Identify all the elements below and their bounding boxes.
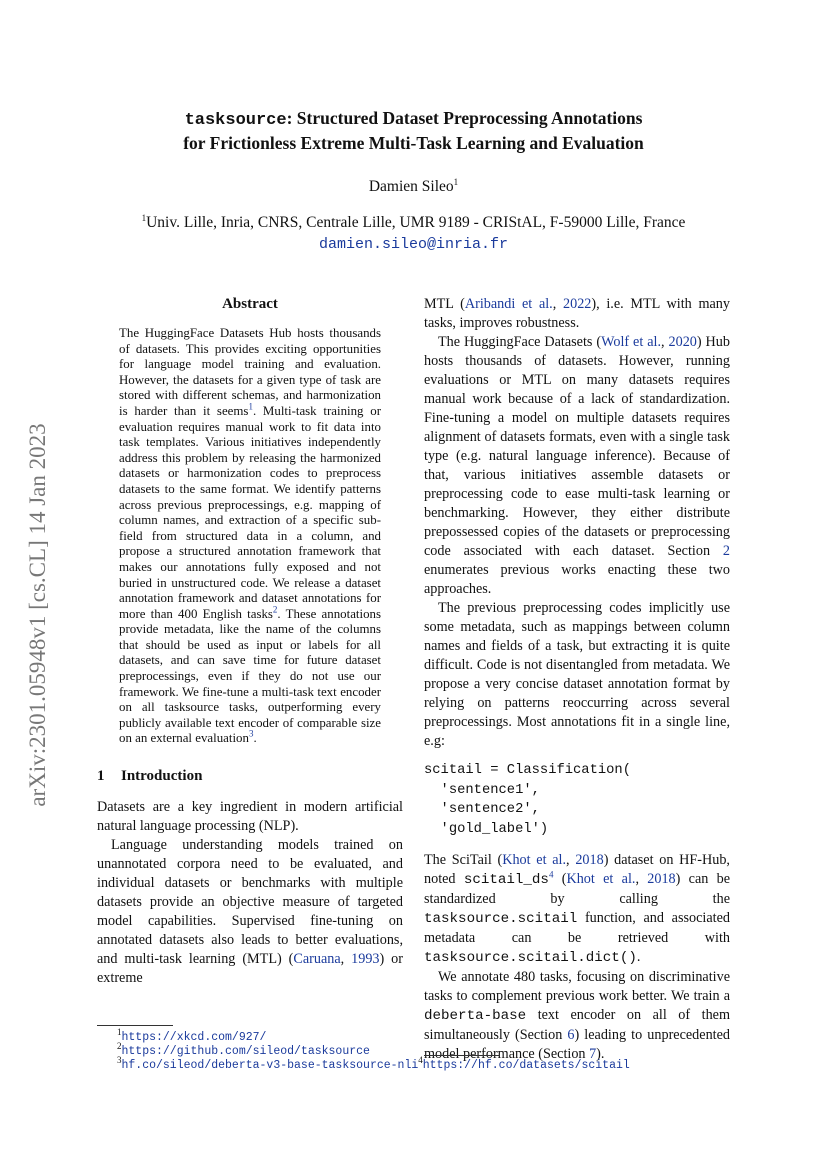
arxiv-id: arXiv:2301.05948v1 [cs.CL] 14 Jan 2023 <box>25 423 50 807</box>
r-p1-c: ) Hub hosts thousands of datasets. However, running evaluations or MTL on many datasets requires manual work because of a lack of standardization. Fine-tuning a model on multiple datasets requires alignment of datasets formats, even with a single task type (e.g. natural language inference). Because of that, various initiatives assemble datasets or preprocessing code to ease multi-task learning or benchmarking. However, they either distribute prepossessed copies of the datasets or preprocessing code associated with each dataset. Section <box>424 334 730 559</box>
intro-p2-sep: , <box>340 951 352 968</box>
abstract-body <box>119 326 381 747</box>
code-scitail-ds: scitail_ds <box>463 872 549 888</box>
code-deberta-base: deberta-base <box>424 1008 527 1024</box>
code-line: scitail = Classification( <box>424 763 631 778</box>
r-p0-a: MTL ( <box>424 296 465 312</box>
r-p3-a: The SciTail ( <box>424 852 503 868</box>
r-p4-c: ) leading to unprecedented model performance (Section <box>424 1027 730 1062</box>
r-p3-c: ) dataset on HF-Hub, noted <box>424 852 730 887</box>
r-p1-a: The HuggingFace Datasets ( <box>438 334 602 350</box>
footnote-ref-3[interactable]: 3 <box>248 729 254 740</box>
title-tasksource: tasksource <box>184 111 287 130</box>
footnote-2 <box>117 1041 370 1058</box>
abstract-text-3: . These annotations provide metadata, like the name of the columns that should be used as input or labels for all datasets, and can save time for future dataset preprocessings, even if they do not use our framework. We fine-tune a multi-task text encoder on all tasksource tasks, outperforming every publicly available text encoder of comparable size on an external evaluation <box>119 606 381 746</box>
code-line: 'gold_label') <box>424 821 549 837</box>
footnote-1-link[interactable]: https://xkcd.com/927/ <box>121 1031 267 1044</box>
right-paragraph-3 <box>424 851 730 968</box>
abstract-heading: Abstract <box>222 296 278 312</box>
citation-wolf[interactable]: Wolf et al. <box>601 334 662 350</box>
footnote-ref-1[interactable]: 1 <box>248 401 253 412</box>
citation-year-2018-2[interactable]: 2018 <box>647 871 676 887</box>
r-p4-b: text encoder on all of them simultaneously (Section <box>424 1007 730 1043</box>
author <box>0 178 827 196</box>
code-tasksource-dict: tasksource.scitail.dict() <box>424 950 637 966</box>
intro-paragraph-2 <box>97 836 403 988</box>
footnote-rule <box>97 1025 173 1026</box>
citation-year-2020[interactable]: 2020 <box>668 334 697 350</box>
r-p3-b: , <box>566 852 576 868</box>
citation-year-2022[interactable]: 2022 <box>563 296 592 312</box>
abstract-text-4: . <box>253 731 257 746</box>
citation-khot-2[interactable]: Khot et al. <box>566 871 636 887</box>
footnote-rule-right <box>424 1055 500 1056</box>
footnote-ref-2[interactable]: 2 <box>272 604 278 615</box>
affil-text: Univ. Lille, Inria, CNRS, Centrale Lille, UMR 9189 - CRIStAL, F-59000 Lille, France <box>146 214 686 231</box>
citation-year-1993[interactable]: 1993 <box>351 951 380 968</box>
r-p0-c: ), i.e. MTL with many tasks, improves robustness. <box>424 296 730 331</box>
section-ref-6[interactable]: 6 <box>567 1027 575 1043</box>
abstract-text-2: . Multi-task training or evaluation requires manual work to fit data into task templates. Various initiatives independently address this problem by releasing the harmonized datasets or harmonization codes to preprocess datasets to the same format. We identify patterns across previous preprocessings, e.g. mapping of column names, and extraction of a specific sub-field from structured data in a column, and propose a structured annotation framework that makes our annotations fully exposed and not buried in unstructured code. We release a dataset annotation framework and dataset annotations for more than 400 English tasks <box>119 403 381 621</box>
section-ref-2[interactable]: 2 <box>722 543 730 559</box>
r-p1-d: enumerates previous works enacting these two approaches. <box>424 562 730 597</box>
fn-num: 2 <box>117 1041 122 1052</box>
section-title: Introduction <box>121 768 203 785</box>
r-p3-f: ) can be standardized by calling the <box>424 871 731 907</box>
fn-num: 3 <box>117 1055 122 1066</box>
author-name: Damien Sileo <box>368 178 454 195</box>
title-line2: for Frictionless Extreme Multi-Task Learning and Evaluation <box>183 133 644 153</box>
right-column <box>424 295 730 1064</box>
r-p4-a: We annotate 480 tasks, focusing on discriminative tasks to complement previous work better. We train a <box>424 969 730 1004</box>
left-column <box>97 295 403 988</box>
citation-caruana[interactable]: Caruana <box>293 951 341 968</box>
affiliation <box>0 212 827 255</box>
section-ref-7[interactable]: 7 <box>589 1046 597 1062</box>
right-paragraph-1 <box>424 333 730 599</box>
code-line: 'sentence1', <box>424 782 540 798</box>
citation-year-2018-1[interactable]: 2018 <box>575 852 604 868</box>
title-line1: : Structured Dataset Preprocessing Annotations <box>286 108 643 128</box>
affil-sup: 1 <box>141 212 147 223</box>
fn-num: 4 <box>418 1055 423 1066</box>
paper-title <box>0 107 827 154</box>
abstract-text-1: The HuggingFace Datasets Hub hosts thousands of datasets. This provides exciting opportunities for language model training and evaluation. However, the datasets for a given type of task are stored with different schemas, and harmonization is harder than it seems <box>119 326 381 418</box>
right-paragraph-2: The previous preprocessing codes implicitly use some metadata, such as mappings between column names and fields of a task, but extracting it is quite difficult. Code is not disentangled from metadata. We propose a very concise dataset annotation format by relying on patterns reoccurring across several preprocessings. Most annotations fit in a single line, e.g: <box>424 600 730 749</box>
footnote-3-link[interactable]: hf.co/sileod/deberta-v3-base-tasksource-nli <box>121 1059 419 1072</box>
author-email-link[interactable]: damien.sileo@inria.fr <box>318 236 509 253</box>
author-sup: 1 <box>453 176 459 187</box>
r-p4-d: ). <box>596 1046 605 1062</box>
footnote-1 <box>117 1027 267 1044</box>
intro-paragraph-1: Datasets are a key ingredient in modern artificial natural language processing (NLP). <box>97 799 403 835</box>
intro-p2-text: Language understanding models trained on unannotated corpora need to be evaluated, and individual datasets or benchmarks with multiple datasets provide an objective measure of targeted model capabilities. Supervised fine-tuning on annotated datasets also leads to better evaluations, and multi-task learning (MTL) ( <box>97 837 403 968</box>
footnote-2-link[interactable]: https://github.com/sileod/tasksource <box>121 1045 370 1058</box>
fn-num: 1 <box>117 1027 122 1038</box>
footnote-4-link[interactable]: https://hf.co/datasets/scitail <box>422 1059 630 1072</box>
footnote-3-4 <box>117 1055 630 1072</box>
r-p3-d: ( <box>553 871 567 887</box>
right-paragraph-0 <box>424 295 730 333</box>
code-tasksource-scitail: tasksource.scitail <box>424 911 578 927</box>
r-p3-h: . <box>636 949 641 965</box>
r-p0-b: , <box>552 296 563 312</box>
citation-khot-1[interactable]: Khot et al. <box>502 852 567 868</box>
r-p3-e: , <box>635 871 648 887</box>
right-paragraph-4 <box>424 968 730 1064</box>
r-p1-b: , <box>661 334 669 350</box>
intro-p2-end: ) or extreme <box>97 951 403 987</box>
section-heading-introduction <box>97 767 403 786</box>
citation-aribandi[interactable]: Aribandi et al. <box>464 296 553 312</box>
arxiv-stamp <box>14 365 62 865</box>
r-p3-g: function, and associated metadata can be retrieved with <box>424 910 730 946</box>
footnote-ref-4[interactable]: 4 <box>548 869 554 880</box>
code-line: 'sentence2', <box>424 802 540 817</box>
section-number: 1 <box>97 768 105 785</box>
code-snippet <box>424 761 730 839</box>
